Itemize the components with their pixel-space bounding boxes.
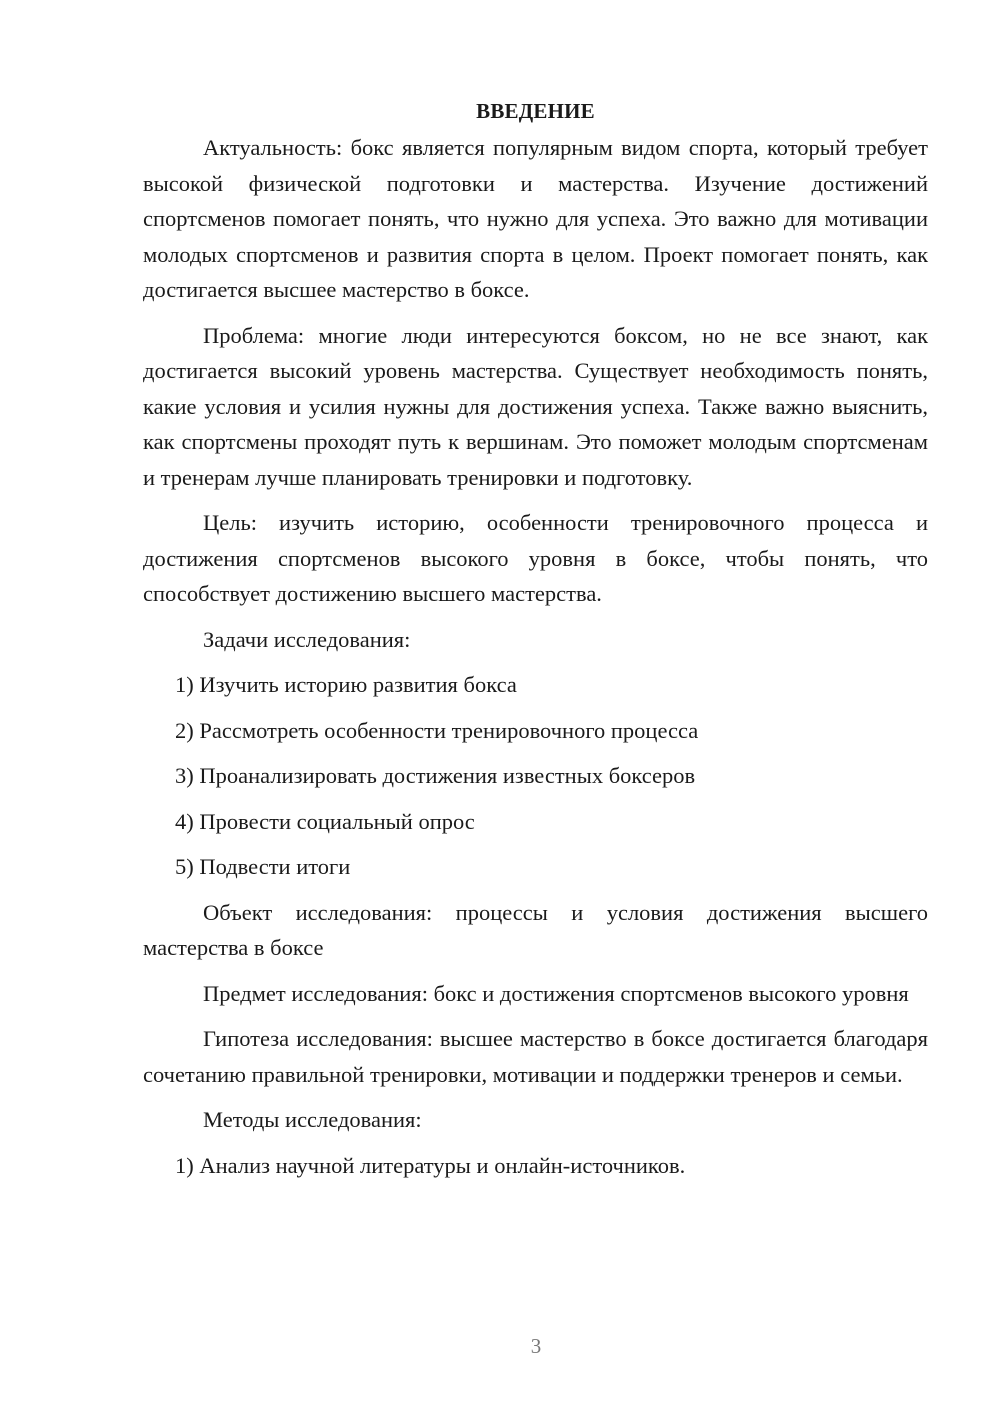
goal-paragraph: Цель: изучить историю, особенности тренировочного процесса и достижения спортсменов высокого уровня в боксе, чтобы понять, что способствует достижению высшего мастерства.	[143, 510, 928, 606]
subject-paragraph: Предмет исследования: бокс и достижения спортсменов высокого уровня	[203, 980, 909, 1006]
methods-title: Методы исследования:	[203, 1107, 422, 1132]
page-content	[143, 96, 928, 1193]
relevance-paragraph: Актуальность: бокс является популярным видом спорта, который требует высокой физической подготовки и мастерства. Изучение достижений спортсменов помогает понять, что нужно для успеха. Это важно для мотивации молодых спортсменов и развития спорта в целом. Проект помогает понять, как достигается высшее мастерство в боксе.	[143, 135, 928, 302]
task-item: 3) Проанализировать достижения известных боксеров	[175, 763, 696, 788]
methods-list	[143, 1148, 928, 1184]
task-item: 5) Подвести итоги	[175, 854, 351, 879]
tasks-list	[143, 667, 928, 885]
section-heading: ВВЕДЕНИЕ	[476, 99, 595, 123]
problem-paragraph: Проблема: многие люди интересуются боксом, но не все знают, как достигается высокий уровень мастерства. Существует необходимость понять, какие условия и усилия нужны для достижения успеха. Также важно выяснить, как спортсмены проходят путь к вершинам. Это поможет молодым спортсменам и тренерам лучше планировать тренировки и подготовку.	[143, 322, 928, 490]
object-paragraph: Объект исследования: процессы и условия достижения высшего мастерства в боксе	[143, 899, 928, 960]
tasks-title: Задачи исследования:	[203, 626, 411, 652]
method-item: 1) Анализ научной литературы и онлайн-источников.	[175, 1152, 686, 1178]
task-item: 2) Рассмотреть особенности тренировочного процесса	[175, 717, 699, 743]
page-number: 3	[530, 1334, 542, 1358]
task-item: 4) Провести социальный опрос	[175, 808, 475, 834]
hypothesis-paragraph: Гипотеза исследования: высшее мастерство в боксе достигается благодаря сочетанию правильной тренировки, мотивации и поддержки тренеров и семьи.	[143, 1026, 928, 1087]
task-item: 1) Изучить историю развития бокса	[175, 672, 517, 697]
